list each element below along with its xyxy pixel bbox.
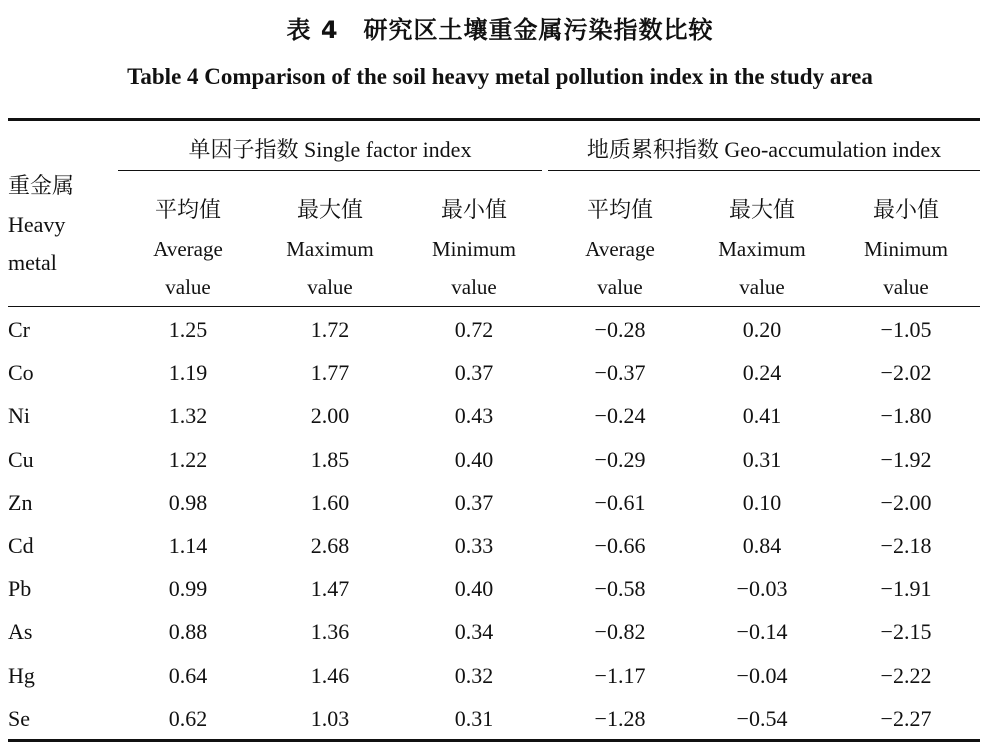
heavy-metal-header-en2: metal bbox=[8, 250, 57, 275]
column-header-geo-minimum-en2: value bbox=[883, 275, 929, 299]
cell-sf-maximum: 2.00 bbox=[310, 403, 350, 428]
top-rule bbox=[8, 118, 980, 121]
cell-geo-average: −0.82 bbox=[594, 619, 646, 644]
column-header-geo-minimum-en1: Minimum bbox=[863, 237, 948, 261]
cell-sf-minimum: 0.37 bbox=[454, 360, 494, 385]
cell-sf-average: 1.22 bbox=[168, 447, 208, 472]
cell-geo-maximum: −0.04 bbox=[736, 663, 788, 688]
cell-geo-minimum: −2.02 bbox=[880, 360, 932, 385]
cell-geo-maximum: 0.84 bbox=[742, 533, 782, 558]
cell-sf-maximum: 1.03 bbox=[310, 706, 350, 731]
table-caption-zh: 表 4 研究区土壤重金属污染指数比较 bbox=[286, 16, 714, 44]
column-header-sf-average-zh: 平均值 bbox=[154, 198, 221, 223]
header-bottom-rule bbox=[8, 306, 980, 307]
cell-geo-maximum: 0.41 bbox=[742, 403, 782, 428]
cell-geo-average: −0.66 bbox=[594, 533, 646, 558]
column-header-sf-average-en2: value bbox=[165, 275, 211, 299]
geo-accum-underline bbox=[548, 170, 980, 171]
cell-sf-minimum: 0.33 bbox=[454, 533, 494, 558]
metal-name: Cu bbox=[8, 447, 34, 472]
cell-sf-average: 1.19 bbox=[168, 360, 208, 385]
cell-geo-minimum: −2.18 bbox=[880, 533, 932, 558]
column-header-geo-minimum-zh: 最小值 bbox=[872, 198, 939, 223]
cell-geo-maximum: 0.20 bbox=[742, 317, 782, 342]
column-header-geo-minimum bbox=[836, 192, 976, 306]
cell-sf-minimum: 0.31 bbox=[454, 706, 494, 731]
cell-geo-average: −1.17 bbox=[594, 663, 646, 688]
column-header-sf-minimum bbox=[404, 192, 544, 306]
metal-name: Ni bbox=[8, 403, 30, 428]
metal-name: Zn bbox=[8, 490, 33, 515]
cell-geo-maximum: −0.54 bbox=[736, 706, 788, 731]
column-header-sf-minimum-en1: Minimum bbox=[431, 237, 516, 261]
column-header-geo-maximum bbox=[692, 192, 832, 306]
column-header-geo-average-en1: Average bbox=[585, 237, 655, 261]
cell-sf-minimum: 0.32 bbox=[454, 663, 494, 688]
column-header-sf-maximum-zh: 最大值 bbox=[296, 198, 363, 223]
table-caption-en: Table 4 Comparison of the soil heavy metal pollution index in the study area bbox=[127, 64, 873, 89]
column-header-geo-average-en2: value bbox=[597, 275, 643, 299]
cell-sf-minimum: 0.34 bbox=[454, 619, 494, 644]
column-header-geo-average bbox=[550, 192, 690, 306]
cell-sf-maximum: 1.60 bbox=[310, 490, 350, 515]
cell-sf-average: 1.14 bbox=[168, 533, 208, 558]
single-factor-underline bbox=[118, 170, 542, 171]
column-header-geo-average-zh: 平均值 bbox=[586, 198, 653, 223]
column-header-geo-maximum-en2: value bbox=[739, 275, 785, 299]
cell-sf-maximum: 1.85 bbox=[310, 447, 350, 472]
cell-sf-maximum: 2.68 bbox=[310, 533, 350, 558]
metal-name: Pb bbox=[8, 576, 32, 601]
column-header-sf-average-en1: Average bbox=[153, 237, 223, 261]
metal-name: Hg bbox=[8, 663, 35, 688]
metal-name: Se bbox=[8, 706, 30, 731]
cell-sf-average: 0.98 bbox=[168, 490, 208, 515]
column-header-sf-average bbox=[118, 192, 258, 306]
cell-geo-minimum: −2.15 bbox=[880, 619, 932, 644]
cell-sf-minimum: 0.43 bbox=[454, 403, 494, 428]
column-header-geo-maximum-en1: Maximum bbox=[718, 237, 806, 261]
cell-geo-average: −0.58 bbox=[594, 576, 646, 601]
cell-geo-average: −1.28 bbox=[594, 706, 646, 731]
cell-sf-maximum: 1.77 bbox=[310, 360, 350, 385]
cell-geo-minimum: −1.92 bbox=[880, 447, 932, 472]
cell-sf-minimum: 0.37 bbox=[454, 490, 494, 515]
cell-geo-average: −0.61 bbox=[594, 490, 646, 515]
cell-geo-minimum: −1.05 bbox=[880, 317, 932, 342]
cell-geo-maximum: 0.31 bbox=[742, 447, 782, 472]
cell-geo-maximum: −0.14 bbox=[736, 619, 788, 644]
cell-sf-minimum: 0.40 bbox=[454, 576, 494, 601]
column-header-sf-maximum-en2: value bbox=[307, 275, 353, 299]
metal-name: Cr bbox=[8, 317, 30, 342]
heavy-metal-header-zh: 重金属 bbox=[8, 174, 75, 199]
cell-geo-average: −0.29 bbox=[594, 447, 646, 472]
cell-geo-minimum: −2.22 bbox=[880, 663, 932, 688]
column-header-sf-minimum-en2: value bbox=[451, 275, 497, 299]
cell-sf-average: 0.62 bbox=[168, 706, 208, 731]
cell-geo-minimum: −2.00 bbox=[880, 490, 932, 515]
cell-geo-average: −0.28 bbox=[594, 317, 646, 342]
cell-geo-average: −0.24 bbox=[594, 403, 646, 428]
column-header-sf-minimum-zh: 最小值 bbox=[440, 198, 507, 223]
cell-geo-maximum: 0.24 bbox=[742, 360, 782, 385]
column-header-sf-maximum bbox=[260, 192, 400, 306]
cell-sf-minimum: 0.72 bbox=[454, 317, 494, 342]
heavy-metal-header bbox=[8, 168, 74, 282]
single-factor-index-header: 单因子指数 Single factor index bbox=[188, 137, 472, 162]
heavy-metal-header-en1: Heavy bbox=[8, 212, 66, 237]
geo-accumulation-index-header: 地质累积指数 Geo-accumulation index bbox=[586, 137, 942, 162]
column-header-sf-maximum-en1: Maximum bbox=[286, 237, 374, 261]
cell-sf-average: 1.32 bbox=[168, 403, 208, 428]
metal-name: As bbox=[8, 619, 33, 644]
column-header-geo-maximum-zh: 最大值 bbox=[728, 198, 795, 223]
cell-sf-average: 0.99 bbox=[168, 576, 208, 601]
metal-name: Co bbox=[8, 360, 34, 385]
cell-geo-minimum: −1.91 bbox=[880, 576, 932, 601]
bottom-rule bbox=[8, 739, 980, 742]
cell-geo-minimum: −2.27 bbox=[880, 706, 932, 731]
cell-sf-average: 0.88 bbox=[168, 619, 208, 644]
cell-geo-minimum: −1.80 bbox=[880, 403, 932, 428]
cell-sf-maximum: 1.36 bbox=[310, 619, 350, 644]
cell-sf-maximum: 1.47 bbox=[310, 576, 350, 601]
cell-geo-average: −0.37 bbox=[594, 360, 646, 385]
cell-sf-average: 1.25 bbox=[168, 317, 208, 342]
cell-geo-maximum: 0.10 bbox=[742, 490, 782, 515]
cell-sf-minimum: 0.40 bbox=[454, 447, 494, 472]
cell-sf-average: 0.64 bbox=[168, 663, 208, 688]
cell-geo-maximum: −0.03 bbox=[736, 576, 788, 601]
cell-sf-maximum: 1.46 bbox=[310, 663, 350, 688]
metal-name: Cd bbox=[8, 533, 34, 558]
cell-sf-maximum: 1.72 bbox=[310, 317, 350, 342]
